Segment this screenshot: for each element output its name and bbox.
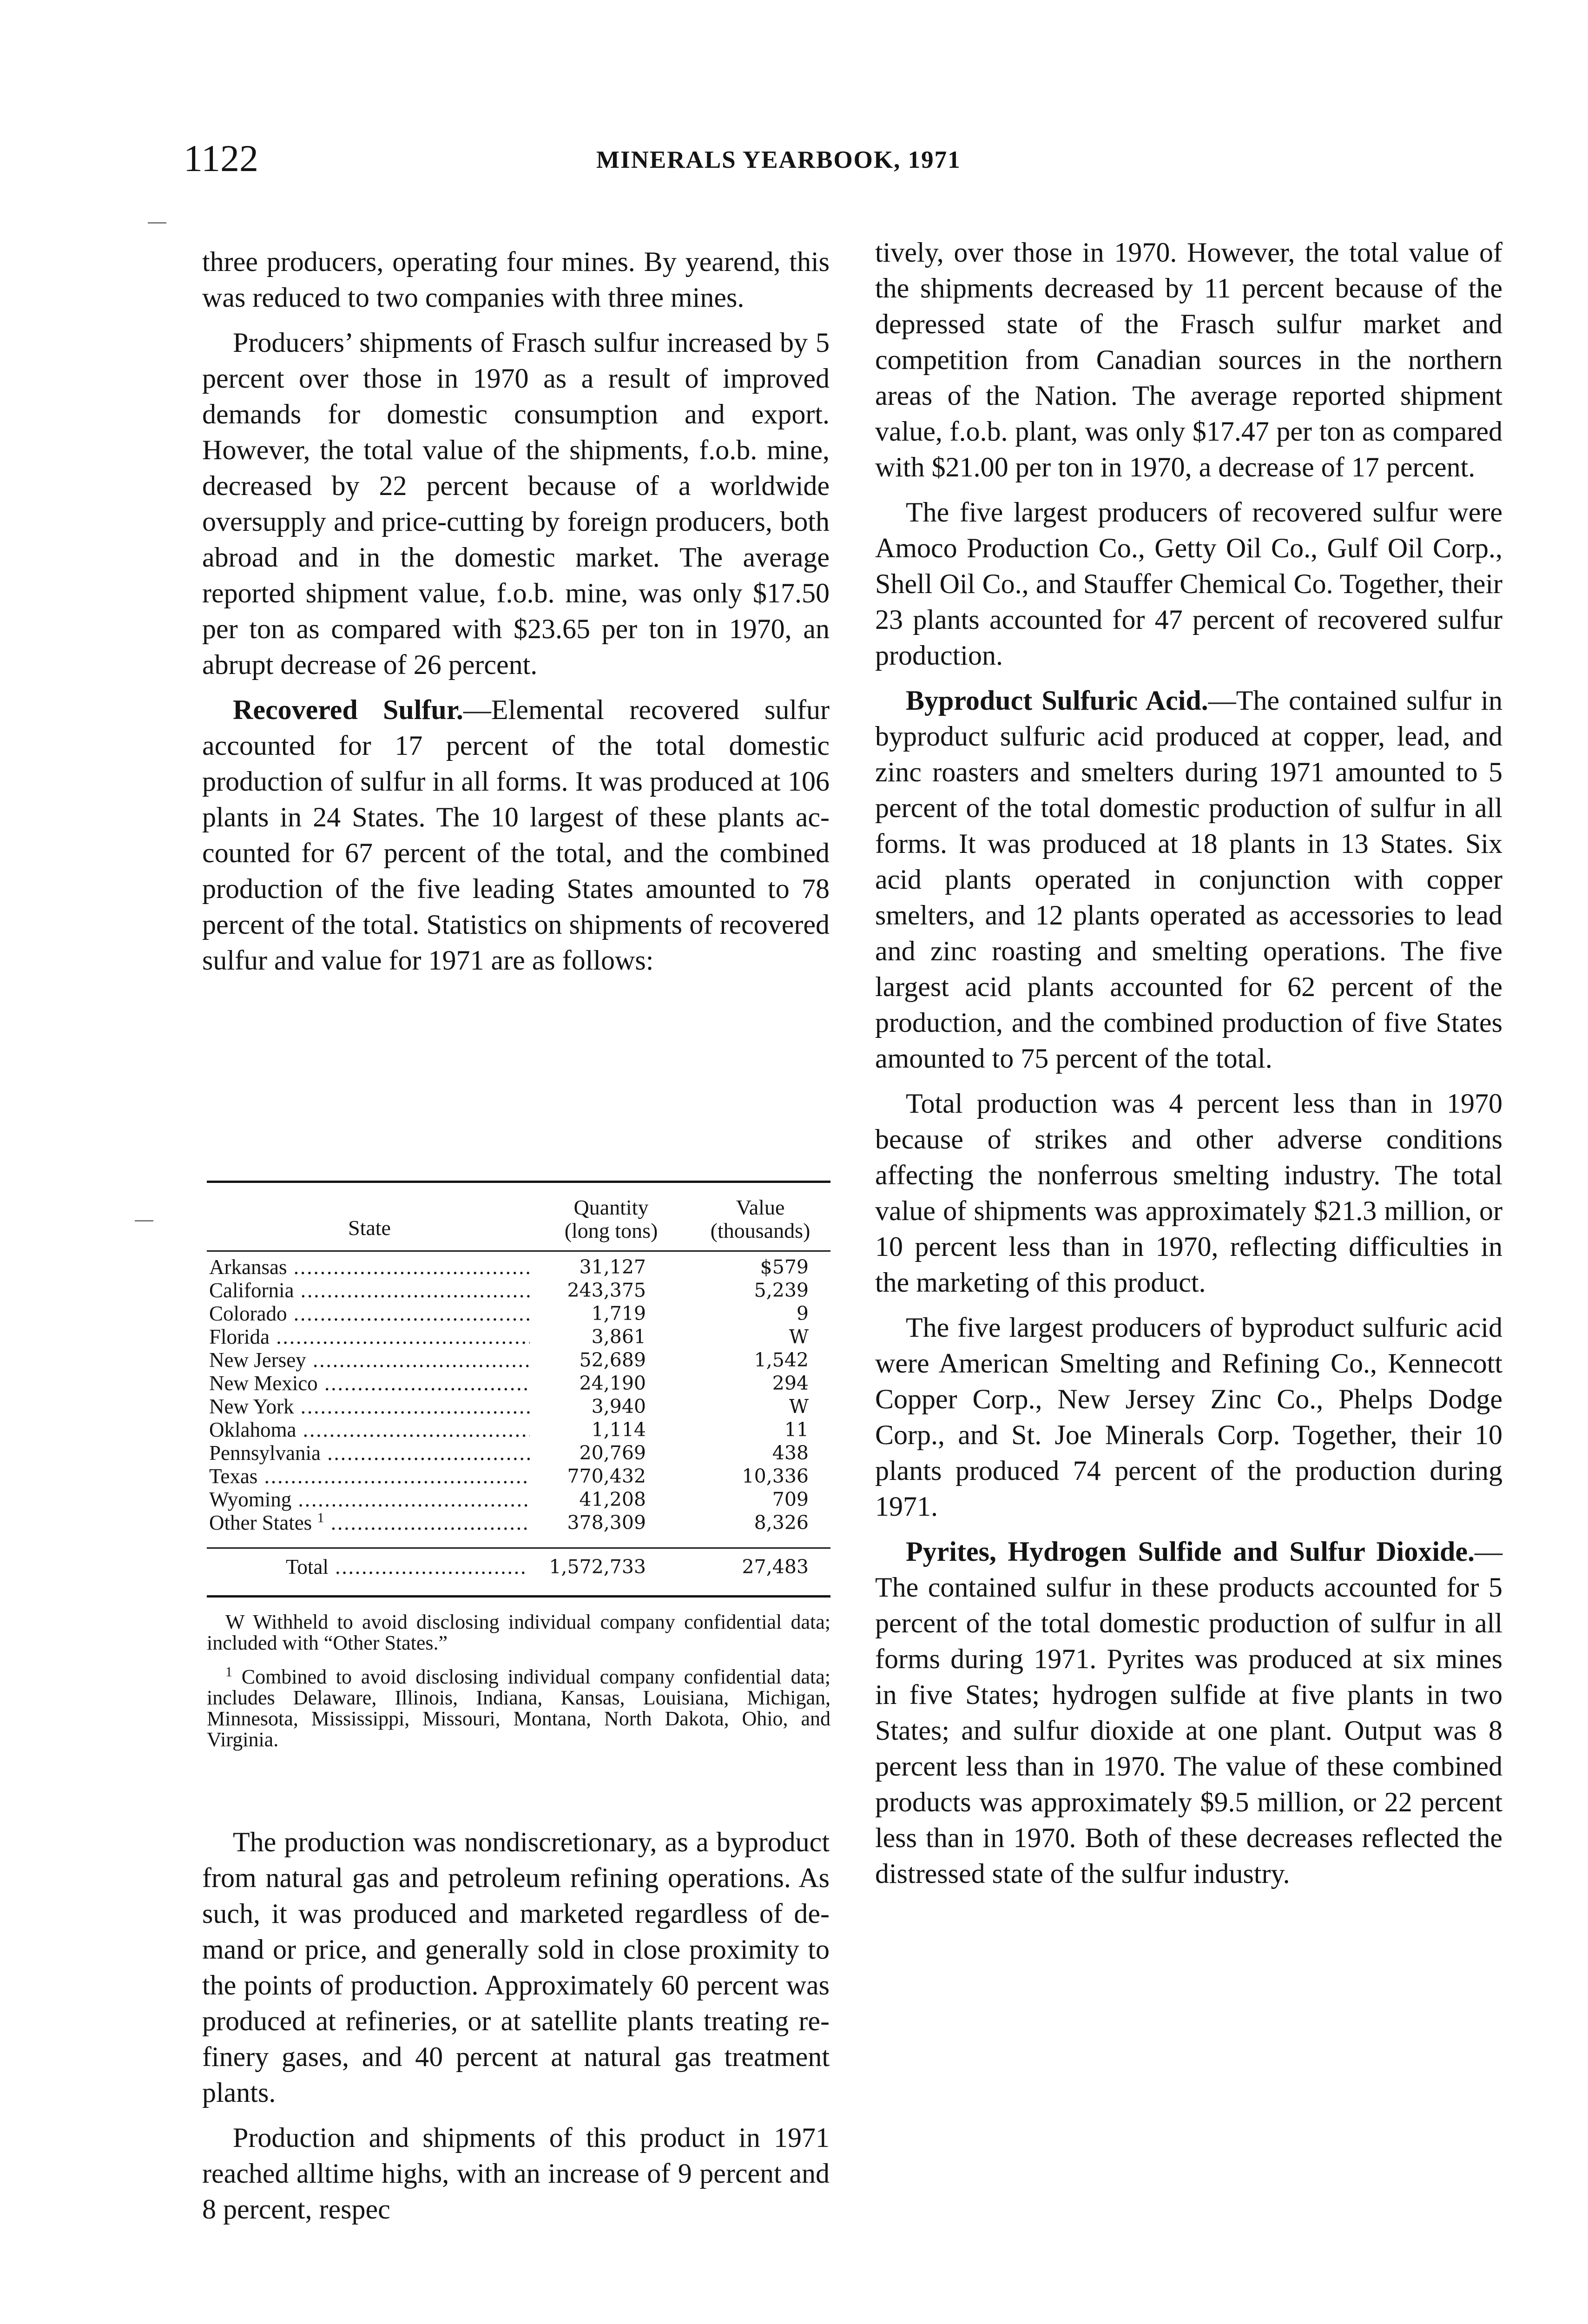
- cell-quantity: 1,719: [591, 1302, 646, 1325]
- left-column: [202, 244, 830, 978]
- paragraph: tively, over those in 1970. However, the total value of the shipments decreased by 11 percent because of the depressed state of the Frasch sulfur market and competition from Canadian sources in the northern areas of the Nation. The average reported shipment value, f.o.b. plant, was only $17.47 per ton as compared with $21.00 per ton in 1970, a decrease of 17 percent.: [875, 237, 1502, 482]
- section-heading-recovered-sulfur: Recovered Sulfur.: [233, 694, 463, 725]
- cell-state-with-footnote: [209, 1511, 530, 1534]
- cell-value: 709: [772, 1488, 809, 1511]
- cell-value: 1,542: [754, 1349, 809, 1371]
- column-header-quantity: [532, 1196, 690, 1242]
- paragraph-text: —Elemental recovered sulfur accounted for 17 percent of the total domestic production of sulfur in all forms. It was produced at 106 plants in 24 States. The 10 largest of these plants accounted for 67 percent of the total, and the combined production of the five leading States amounted to 78 percent of the total. Statistics on shipments of recovered sulfur and value for 1971 are as follows:: [202, 694, 830, 976]
- table-total-row: [207, 1547, 830, 1583]
- table-note-withheld: W Withheld to avoid disclosing individual company confidential data; included with “Other States.”: [207, 1611, 830, 1654]
- table-row: [207, 1372, 830, 1395]
- paragraph-byproduct-acid: [875, 683, 1502, 1076]
- paragraph: The five largest producers of byproduct sulfuric acid were American Smelting and Refining Co., Kennecott Copper Corp., New Jersey Zinc Co., Phelps Dodge Corp., and St. Joe Minerals Corp. Together, their 10 plants produced 74 percent of the production during 1971.: [875, 1312, 1502, 1522]
- table-row: [207, 1302, 830, 1325]
- cell-value: 9: [796, 1302, 809, 1325]
- cell-quantity: 24,190: [579, 1372, 646, 1394]
- cell-quantity: 378,309: [567, 1512, 646, 1534]
- table-row: [207, 1255, 830, 1279]
- cell-quantity: 41,208: [579, 1488, 646, 1511]
- cell-total-label: Total .....: [286, 1555, 527, 1578]
- cell-value: 8,326: [754, 1512, 809, 1534]
- recovered-sulfur-table: [207, 1181, 830, 1750]
- cell-quantity: 20,769: [579, 1442, 646, 1464]
- table-row: [207, 1441, 830, 1465]
- cell-quantity: 3,861: [591, 1326, 646, 1348]
- cell-total-value: 27,483: [742, 1556, 809, 1578]
- table-row: [207, 1418, 830, 1441]
- scan-mark: [135, 1220, 153, 1221]
- cell-value: W: [789, 1395, 809, 1418]
- table-row: [207, 1279, 830, 1302]
- table-header: [207, 1183, 830, 1252]
- page-number: 1122: [184, 137, 258, 179]
- cell-value: W: [789, 1326, 809, 1348]
- paragraph-text: —The contained sulfur in byproduct sulfuric acid produced at copper, lead, and zinc roasters and smelters during 1971 amounted to 5 percent of the total domestic production of sulfur in all forms. It was produced at 18 plants in 13 States. Six acid plants operated in conjunction with copper smelters, and 12 plants operated as accessories to lead and zinc roasting and smelting operations. The five largest acid plants accounted for 62 percent of the production, and the combined production of five States amounted to 75 percent of the total.: [875, 685, 1502, 1074]
- section-heading-byproduct-acid: Byproduct Sulfuric Acid.: [906, 685, 1208, 716]
- cell-state: Texas .....: [209, 1465, 530, 1488]
- cell-quantity: 3,940: [591, 1395, 646, 1418]
- table-row: [207, 1348, 830, 1372]
- cell-state: Oklahoma .....: [209, 1418, 530, 1441]
- column-header-value-line2: (thousands): [710, 1219, 810, 1242]
- paragraph: Producers’ shipments of Frasch sulfur increased by 5 percent over those in 1970 as a result of improved demands for domestic consumption and export. However, the total value of the shipments, f.o.b. mine, decreased by 22 percent because of a worldwide oversupply and price-cutting by foreign producers, both abroad and in the domestic market. The average reported shipment value, f.o.b. mine, was only $17.50 per ton as compared with $23.65 per ton in 1970, an abrupt decrease of 26 percent.: [202, 327, 830, 680]
- cell-state: New Jersey .....: [209, 1348, 530, 1372]
- right-column: [875, 235, 1502, 1892]
- paragraph-pyrites: [875, 1534, 1502, 1892]
- left-column-lower: [202, 1824, 830, 2227]
- column-header-value: [690, 1196, 830, 1242]
- footnote-marker: 1: [317, 1511, 324, 1525]
- cell-total-quantity: 1,572,733: [549, 1556, 646, 1578]
- table-row: [207, 1488, 830, 1511]
- footnote-marker: 1: [225, 1664, 232, 1680]
- paragraph: three producers, operating four mines. By yearend, this was reduced to two companies with three mines.: [202, 246, 830, 313]
- cell-state: New Mexico .....: [209, 1372, 530, 1395]
- table-body: [207, 1252, 830, 1583]
- cell-quantity: 1,114: [591, 1419, 646, 1441]
- column-header-quantity-line2: (long tons): [564, 1219, 658, 1242]
- paragraph: The production was nondiscretionary, as a byproduct from natural gas and petroleum refining operations. As such, it was produced and marketed regardless of demand or price, and generally sold in close proximity to the points of production. Approximately 60 percent was produced at refineries, or at satellite plants treating refinery gases, and 40 percent at natural gas treatment plants.: [202, 1827, 830, 2108]
- section-heading-pyrites: Pyrites, Hydrogen Sulfide and Sulfur Dioxide.: [906, 1536, 1475, 1567]
- cell-state: Florida .....: [209, 1325, 530, 1348]
- cell-value: 10,336: [742, 1465, 809, 1487]
- cell-value: 438: [772, 1442, 809, 1464]
- table-note-other-states: [207, 1666, 830, 1750]
- cell-quantity: 52,689: [579, 1349, 646, 1371]
- column-header-quantity-line1: Quantity: [573, 1195, 649, 1219]
- paragraph-recovered-sulfur: [202, 692, 830, 978]
- cell-state: California .....: [209, 1279, 530, 1302]
- cell-quantity: 770,432: [567, 1465, 646, 1487]
- paragraph: Production and shipments of this product in 1971 reached alltime highs, with an increase of 9 percent and 8 percent, respec: [202, 2122, 830, 2225]
- cell-state: Wyoming .....: [209, 1488, 530, 1511]
- cell-value: 5,239: [754, 1279, 809, 1301]
- cell-state: Arkansas .....: [209, 1255, 530, 1279]
- paragraph-text: —The contained sulfur in these products accounted for 5 percent of the total domestic production of sulfur in all forms during 1971. Pyrites was produced at six mines in five States; hydrogen sulfide at five plants in two States; and sulfur dioxide at one plant. Output was 8 percent less than in 1970. The value of these combined products was approximately $9.5 million, or 22 percent less than in 1970. Both of these decreases reflected the distressed state of the sulfur industry.: [875, 1536, 1502, 1889]
- cell-quantity: 31,127: [579, 1256, 646, 1278]
- paragraph: The five largest producers of recovered sulfur were Amoco Production Co., Getty Oil Co., Gulf Oil Corp., Shell Oil Co., and Stauffer Chemical Co. Together, their 23 plants accounted for 47 percent of recovered sulfur production.: [875, 497, 1502, 671]
- cell-quantity: 243,375: [567, 1279, 646, 1301]
- cell-value: 11: [784, 1419, 809, 1441]
- cell-state-text: Other States: [209, 1511, 312, 1534]
- table-row: [207, 1511, 830, 1534]
- column-header-state: State: [348, 1216, 391, 1240]
- column-header-value-line1: Value: [736, 1195, 785, 1219]
- running-title: MINERALS YEARBOOK, 1971: [596, 146, 961, 173]
- paragraph: Total production was 4 percent less than in 1970 because of strikes and other adverse conditions affecting the nonferrous smelting industry. The total value of shipments was approximately $21.3 million, or 10 percent less than in 1970, reflecting difficulties in the marketing of this product.: [875, 1088, 1502, 1298]
- table-note-text: Combined to avoid disclosing individual company confidential data; includes Delaware, Illinois, Indiana, Kansas, Louisiana, Michigan, Minnesota, Mississippi, Missouri, Montana, North Dakota, Ohio, and Virginia.: [207, 1665, 830, 1751]
- table-bottom-rule: [207, 1595, 830, 1598]
- cell-state: Colorado .....: [209, 1302, 530, 1325]
- cell-value: 294: [772, 1372, 809, 1394]
- table-row: [207, 1465, 830, 1488]
- table-row: [207, 1395, 830, 1418]
- scan-mark: [148, 222, 166, 224]
- cell-value: $579: [760, 1256, 809, 1278]
- cell-state: Pennsylvania .....: [209, 1441, 530, 1465]
- cell-state: New York .....: [209, 1395, 530, 1418]
- table-row: [207, 1325, 830, 1348]
